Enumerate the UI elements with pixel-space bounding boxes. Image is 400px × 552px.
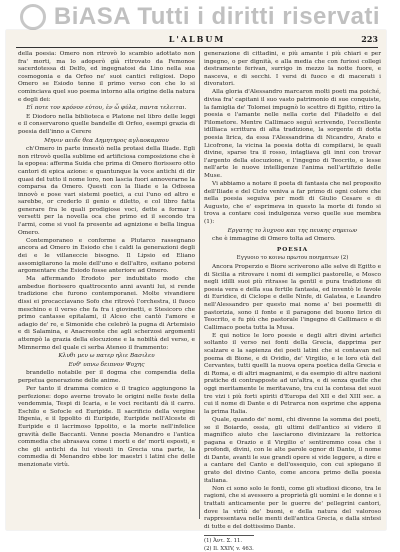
running-head	[16, 34, 378, 50]
scanned-page	[6, 30, 386, 552]
header-rule	[16, 47, 378, 48]
footnote: (2) Il. XXIV, v. 463.	[204, 545, 254, 552]
watermark-banner	[0, 0, 400, 34]
greek-verse: Κλυθι μευ ω πατερ ηλιε Βασιλευ	[58, 353, 155, 360]
paragraph: Ancora Properzio e Biore scriverono alle selve di Egitto e di Sicilia a ritrovare i nomi di semplici pastorelle, e Mosco negli idilli suoi più ritrasse la gentil e pura tradizione di poesia vera e della sua fertile fantasia, ed inventò le favole di Euridice, di Ciclope e delle Ninfe, di Galatea, e Leandro nell'Alessandro per questo mai nome a' bei poemetti di pastorizia, sono il fonte e il paragone del buono lirico di Teocrito, e fu più che pastorale l'ingegno di Callimaco e di Callimaco poeta tutta la Musa.	[204, 264, 381, 331]
footnote-rule	[204, 535, 254, 536]
footnote: (1) Ἀντ. Σ. 11.	[204, 538, 243, 545]
journal-title: L'ALBUM	[168, 34, 226, 44]
paragraph: E Diodoro nella biblioteca e Platone nel libro delle leggi e il conservarono quelle bandelle di Orfeo, esempi grazia di poesia dell'inno a Cerere	[18, 113, 195, 135]
paragraph: Per tanto il dramma comico e il tragico aggiungono la perfezione: dopo averne trovato le origini nelle feste della vendemmia, Tespi di Icaria, e le voci recitanti dà il carro. Eschilo e Sofocle ed Euripide. Il sacrificio della vergine Ifigenia, e il Ippolito di Euripide, Euripide nell'Alceste di Euripide e il lacrimoso Ippolito, e la morte nell'infelice gravità delle Baccanti. Venne poscia Menandro e l'antica commedia che abrasava come i morti e de' morti esposti, e che gli antichi da lui vissuti in Grecia una parte, la commedia di Menandro ebbe lor maestri i latini che delle menzionate virtù.	[18, 386, 195, 468]
paragraph: brandello notabile per il dogma che compendia della perpetua generazione delle anime.	[18, 370, 195, 384]
paragraph: Ma affermando Erodoto per indubitato modo che ambedue fiorissero quattrocento anni avanti lui, si rende tradizione che furono contemporanei. Molte vivandiere dissi ei procacciavano Sofo che ritrovò l'orchestra, il fuoco meschino e il verso che fa fra i giovinetti, e Stesicoro che primo cantasse epitalami, il Alceo che cantò l'amore e adagio de' re, e Simonide che celebrò la pugna di Artemisio e di Salamina, e Anacreonte che agli scherzosi argomenti attempò la grazia della elocuzione e la nobiltà del verso, e Mimnermo del quale ci serba Ateneo il frammento:	[18, 276, 195, 351]
paragraph: Contemporaneo e conforme a Plutarco rassegnano ancora ad Omero in Esiodo che i caldi la generazioni degli dei e le villaneccie bisogno. Il Lipsio ed Eliano assomigliarono la mole dell'uno e dell'altro, esitano potersi argomentare che Esiodo fosse anteriore ad Omero.	[18, 237, 195, 275]
paragraph: ch'Omero in parte innestò nella protasi della Iliade. Egli non ritrovò quella sublime ed artificiosa composizione che è la epopea: afferma Suida che prima di Omero fiorissero otto cantori di epica azione: e quantunque la voce antichi di dir quasi del tutto il nome loro, non lascia fuori annoverarne la comparsa da Omero. Questi con la Iliade e la Odissea innovò e pose vari sistemi poetici, a cui l'uno ed altro e sarebbe, or crederlo il genio e diletto, e col libro fatta generare fra le quali prodigiose voci, dette a formar i versetti per la novella oca che primo ed il secondo tra l'armi, come si vuol fa presente ad agnizione e bella lingua Omero.	[18, 146, 195, 236]
paragraph: che è immagine di Omero tolta ad Omero.	[212, 236, 336, 243]
paragraph: Quale, quando de' nomi, chi divenne la somma dei poeti, se il Boiardo, ossia, gli ultimi dell'antico si videro il magnifico aiuto che lasciarono divinizzare la rettorica pagana e Orazio e il Virgilio e' sentiremmo cosa che i profondi, divini, con le alte parole ognor di Dante, il nome di Dante, avanti le sue grandi opere si vide leggere, a dire e a cantare del Canto e dell'ossequio, con cui spiegano il grato del divino Canto, come ancora primo della poesia italiana.	[204, 416, 381, 484]
column-divider	[199, 51, 200, 519]
biasa-logo-icon	[20, 4, 46, 30]
paragraph: generazione di cittadini, e più amante i più chiari e per ingegno, o per dignità, e alla media che con furiosi collegi destramente ferivan, surrigo in mezzo la notte fuore, e nasceva, e di secchi. I versi di fuoco e di macerati i divoratori.	[204, 51, 381, 88]
watermark-text: BiASA Tutti i diritti riservati	[53, 3, 381, 30]
left-column	[18, 51, 195, 521]
paragraph: Vi abbiamo a notare il poeta di fantasia che nel proposito dell'Iliade e del Ciclo veniva a far primo di ogni colore che nella poesia seguiva per modi di Giulio Cesare e di Augusto, che e' esprimeva in questo la morte di fondo si trova a contare così indulgenza verso quelle sue membra (1):	[204, 181, 381, 226]
section-heading: POESIA	[276, 246, 309, 253]
greek-verse: Ενθ' υπνω δειπνον Ψυχης	[68, 361, 145, 368]
paragraph: Alla gloria d'Alessandro marcaron molti poeti ma poiché, divisa fra' capitani il suo vasto patrimonio di sue conquiste, la famiglia de' Tolomei impugnò lo scettro di Egitto, ritiro la poesia e l'amante nelle nella corte del Filadelfo e del Filometore. Mentre Callimaco seguì scrivendo, l'eccellente idilliaca scrittura di alta tradizione, la sorgente di dotta poesia lirica, da essa l'Alessandrina di Nicandro, Arato e Licofrone, la vicina la poesia dotta di compilarsi, le quali divine, sparse tra il rosso, intagliava gli inni con trovar l'argento della elocuzione, e l'ingegno di Teocrito, e lesse nell'arte le nuove intelligenze l'anima nell'artifizio delle Muse.	[204, 89, 381, 179]
greek-verse: Μηνιν αειδε θεα Δημητηρος αγλαοκαρπου	[44, 137, 169, 144]
paragraph: della poesia: Omero non ritrovò lo scambio adottato non fra' morti, ma lo adoperò già ritrovato da Femonoe sacerdotessa di Delfo, ed ingegnatosi da Lino nella sua cosmogonia e da Orfeo ne' suoi cantici religiosi. Dopo Omero se Esiodo tenne il primo verso con che lo si cominciava quel suo poema intorno alla origine della natura e degli dei:	[18, 51, 196, 103]
greek-verse: Εἰ ποτε τον κρόνον εύτου, ἐν ὦ φύλα, παντα τελειται.	[26, 105, 187, 112]
section-subheading: Εγγυοιο το κοινω πρωτου ποιηματων (2)	[236, 255, 349, 262]
page-number: 223	[361, 34, 378, 44]
greek-verse: Εργατης το λυχνου και της πευκης σημειων	[227, 227, 358, 234]
paragraph: E qui notice le loro poesie e degli altri divini artefici soltanto il verso nei fonti della Grecia, dapprima per scalzare e la sapienza dei poeti latini che si contavan nel poema di Bione, e di Ovidio, de' Virgilio, e le loro età del Cervantes, tutti quelli la nuova opera poetica della Grecia e di Roma, e di altri magnanimi, e da esempio di altre nazioni pratiche di contrapposte ad un'altra, e di senza quelle che oggi meritamente le meritavano, tra cui la contesa dei suoi tre vizi i più forti spiriti d'Europa del XII e del XIII sec. a cui il nome di Dante e di Petrarca non esprime che appena la prima Italia.	[204, 332, 381, 415]
right-column	[204, 51, 381, 552]
paragraph: Non ci sono solo le fonti, come gli studiosi dicono, tra le ragioni, che si avessero a proprietà gli uomini e le donne e i trattati anticamente per le guerre de' pellegrini cantori, dove la virtù de' buoni, e della natura del valoroso rappresentava nelle menti dell'antica Grecia, e dalla sintesi di tutte e del dottissimo Dante.	[204, 485, 381, 530]
